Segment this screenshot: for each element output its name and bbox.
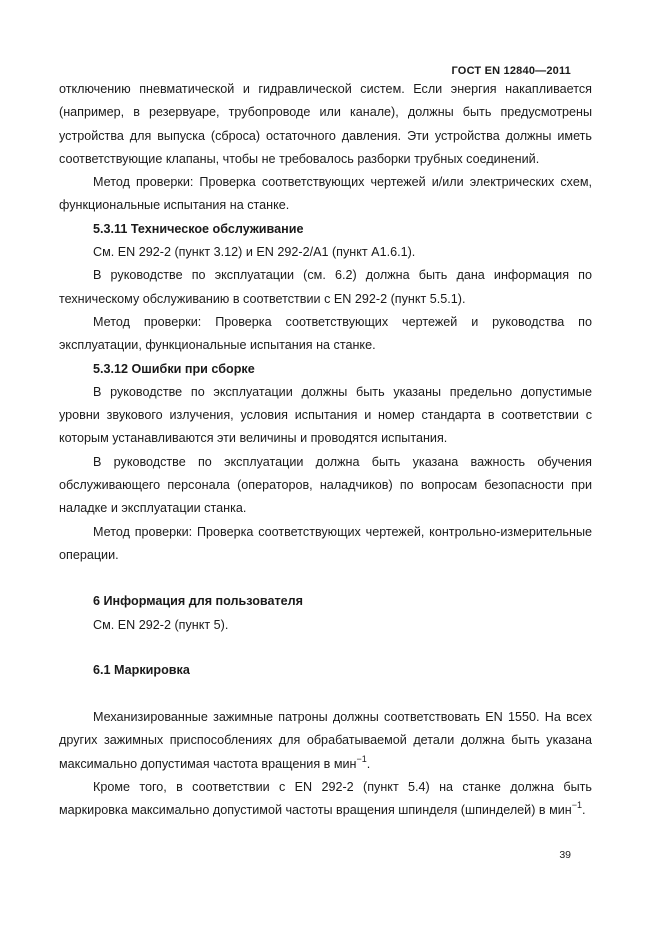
heading-6: 6 Информация для пользователя [93,594,304,609]
heading-5-3-12: 5.3.12 Ошибки при сборке [93,361,255,376]
paragraph-training: В руководстве по эксплуатации должна быть указана важность обучения обслуживающего персонала (операторов, наладчиков) по вопросам безопасности при наладке и эксплуатации станка. [59,454,592,516]
paragraph-reference-1: См. EN 292-2 (пункт 3.12) и EN 292-2/А1 (пункт А1.6.1). [93,245,416,260]
marking-chucks-text: Механизированные зажимные патроны должны соответствовать EN 1550. На всех других зажимных приспособлениях для обрабатываемой детали должна быть указана максимально допустимая частота вращения в мин [59,710,592,771]
sentence-end: . [366,756,371,771]
standard-header: ГОСТ EN 12840—2011 [451,65,571,77]
page-number: 39 [559,849,571,861]
heading-6-1: 6.1 Маркировка [93,662,190,677]
paragraph-marking-spindle [59,776,592,823]
paragraph-noise-levels: В руководстве по эксплуатации должны быть указаны предельно допустимые уровни звукового излучения, условия испытания и номер стандарта в соответствии с которым устанавливаются эти величины и проводятся испытания. [59,384,592,446]
sentence-end: . [582,803,586,818]
marking-spindle-text: Кроме того, в соответствии с EN 292-2 (пункт 5.4) на станке должна быть маркировка максимально допустимой частоты вращения шпинделя (шпинделей) в мин [59,780,592,818]
paragraph-pressure-release: отключению пневматической и гидравлической систем. Если энергия накапливается (например, в резервуаре, трубопроводе или канале), должны быть предусмотрены устройства для выпуска (сброса) остаточного давления. Эти устройства должны иметь соответствующие клапаны, чтобы не требовалось разборки трубных соединений. [59,82,592,166]
paragraph-reference-2: См. EN 292-2 (пункт 5). [93,617,229,632]
paragraph-check-method-1: Метод проверки: Проверка соответствующих чертежей и/или электрических схем, функциональные испытания на станке. [59,175,592,213]
paragraph-maintenance-info: В руководстве по эксплуатации (см. 6.2) должна быть дана информация по техническому обслуживанию в соответствии с EN 292-2 (пункт 5.5.1). [59,268,592,306]
unit-exponent: −1 [571,800,582,811]
paragraph-check-method-2: Метод проверки: Проверка соответствующих чертежей и руководства по эксплуатации, функциональные испытания на станке. [59,314,592,353]
unit-exponent: −1 [356,753,367,764]
heading-5-3-11: 5.3.11 Техническое обслуживание [93,221,304,236]
paragraph-check-method-3: Метод проверки: Проверка соответствующих чертежей, контрольно-измерительные операции. [59,524,592,562]
paragraph-marking-chucks [59,706,592,776]
document-body [59,78,592,823]
